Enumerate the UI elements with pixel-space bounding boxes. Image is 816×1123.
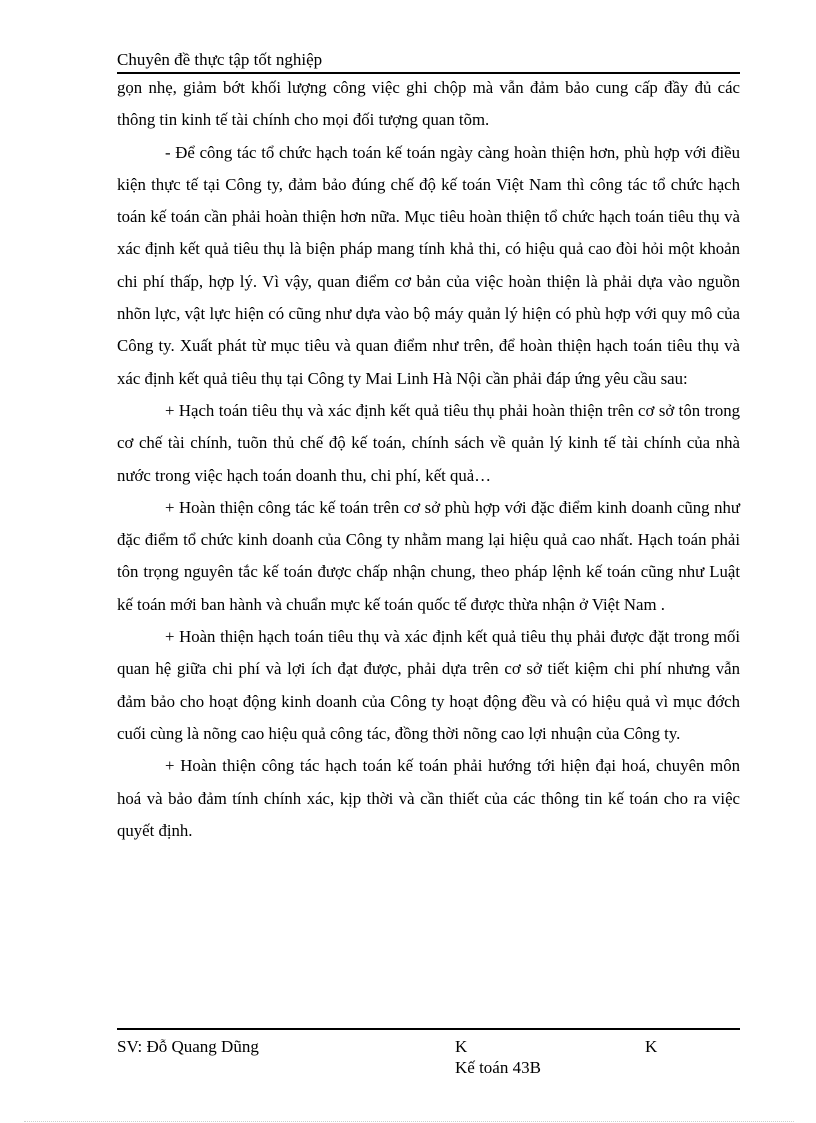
document-body (117, 72, 740, 847)
paragraph: + Hoàn thiện hạch toán tiêu thụ và xác định kết quả tiêu thụ phải được đặt trong mối quan hệ giữa chi phí và lợi ích đạt được, phải dựa trên cơ sở tiết kiệm chi phí nhưng vẫn đảm bảo cho hoạt động kinh doanh của Công ty hoạt động đều và có hiệu quả vì mục đớch cuối cùng là nõng cao hiệu quả công tác, đồng thời nõng cao lợi nhuận của Công ty. (117, 627, 740, 743)
page-bottom-edge (24, 1121, 794, 1122)
paragraph: + Hoàn thiện công tác kế toán trên cơ sở phù hợp với đặc điểm kinh doanh cũng như đặc điểm tổ chức kinh doanh của Công ty nhằm mang lại hiệu quả cao nhất. Hạch toán phải tôn trọng nguyên tắc kế toán được chấp nhận chung, theo pháp lệnh kế toán cũng như Luật kế toán mới ban hành và chuẩn mực kế toán quốc tế được thừa nhận ở Việt Nam . (117, 497, 740, 614)
paragraph: - Để công tác tổ chức hạch toán kế toán ngày càng hoàn thiện hơn, phù hợp với điều kiện thực tế tại Công ty, đảm bảo đúng chế độ kế toán Việt Nam thì công tác tổ chức hạch toán kế toán cần phải hoàn thiện hơn nữa. Mục tiêu hoàn thiện tổ chức hạch toán tiêu thụ và xác định kết quả tiêu thụ là biện pháp mang tính khả thi, có hiệu quả cao đòi hỏi một khoản chi phí thấp, hợp lý. Vì vậy, quan điểm cơ bản của việc hoàn thiện là phải dựa vào nguồn nhõn lực, vật lực hiện có cũng như dựa vào bộ máy quản lý hiện có phù hợp với quy mô của Công ty. Xuất phát từ mục tiêu và quan điểm như trên, để hoàn thiện hạch toán tiêu thụ và xác định kết quả tiêu thụ tại Công ty Mai Linh Hà Nội cần phải đáp ứng yêu cầu sau: (117, 142, 740, 388)
paragraph: gọn nhẹ, giảm bớt khối lượng công việc ghi chộp mà vẫn đảm bảo cung cấp đầy đủ các thông tin kinh tế tài chính cho mọi đối tượng quan tõm. (117, 78, 740, 130)
footer-k-left: K (455, 1037, 468, 1056)
page-header (117, 50, 740, 74)
footer-k-right: K (645, 1037, 658, 1056)
paragraph: + Hạch toán tiêu thụ và xác định kết quả tiêu thụ phải hoàn thiện trên cơ sở tôn trong cơ chế tài chính, tuõn thủ chế độ kế toán, chính sách về quản lý kinh tế tài chính của nhà nước trong việc hạch toán doanh thu, chi phí, kết quả… (117, 400, 740, 485)
paragraph: + Hoàn thiện công tác hạch toán kế toán phải hướng tới hiện đại hoá, chuyên môn hoá và bảo đảm tính chính xác, kịp thời và cần thiết của các thông tin kế toán cho ra việc quyết định. (117, 756, 740, 840)
footer-student-name: SV: Đỗ Quang Dũng (117, 1037, 259, 1056)
header-title: Chuyên đề thực tập tốt nghiệp (117, 50, 323, 69)
footer-class-name: Kế toán 43B (455, 1058, 541, 1077)
page-footer (117, 1028, 740, 1080)
